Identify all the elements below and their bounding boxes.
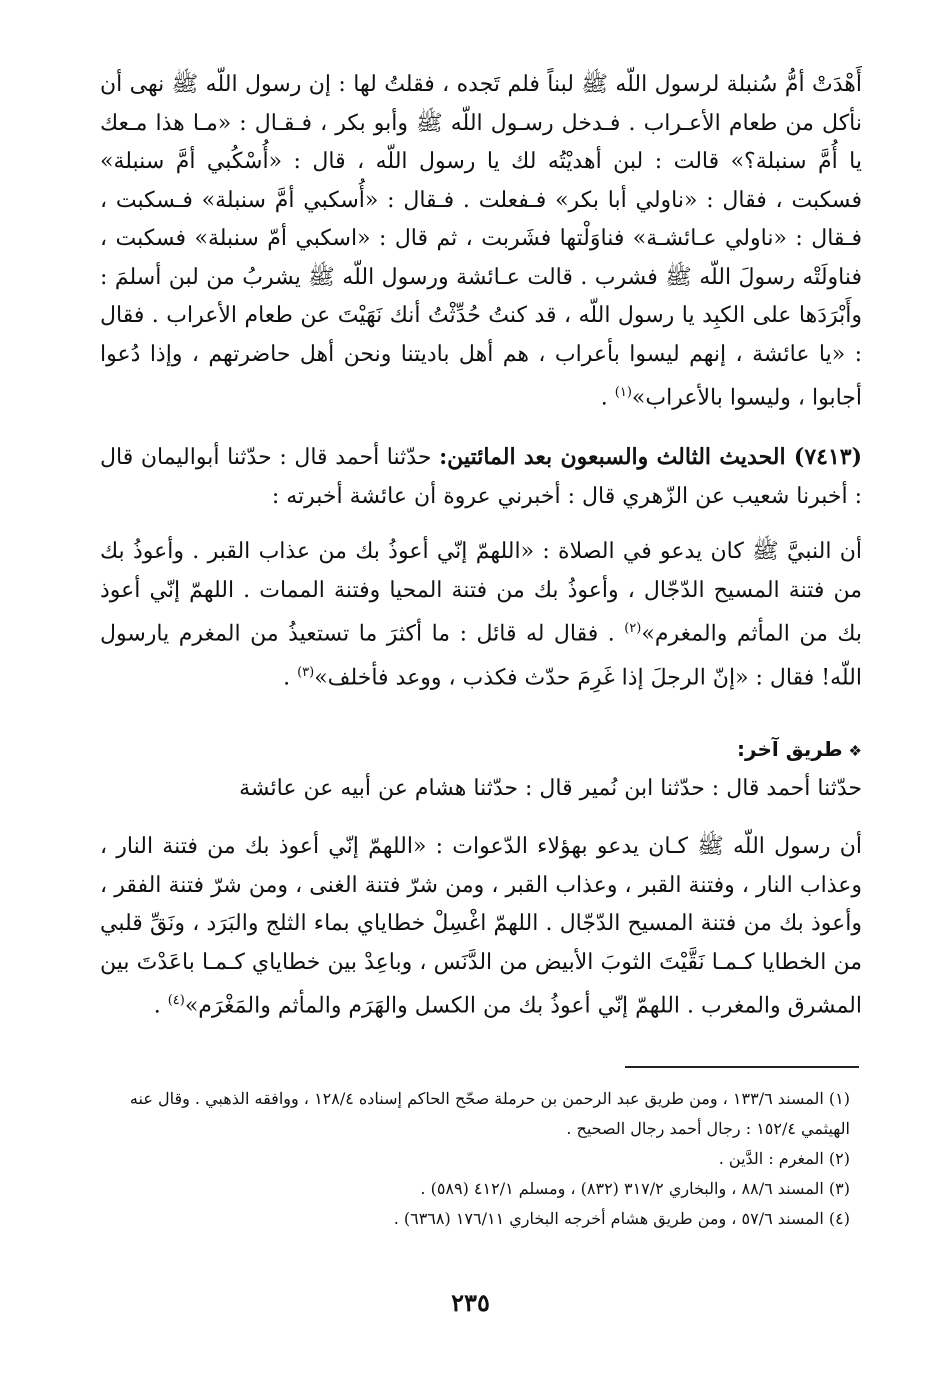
paragraph-dua-fitna [100,828,862,1026]
footnote-4: (٤) المسند ٥٧/٦ ، ومن طريق هشام أخرجه البخاري ١٧٦/١١ (٦٣٦٨) . [393,1209,850,1228]
footnote-ref-2: (٢) [624,621,642,636]
footnote-3: (٣) المسند ٨٨/٦ ، والبخاري ٣١٧/٢ (٨٣٢) ، ومسلم ٤١٢/١ (٥٨٩) . [420,1179,850,1198]
paragraph-text: أن النبيَّ ﷺ كان يدعو في الصلاة : «اللهمّ إنّي أعوذُ بك من عذاب القبر . وأعوذُ بك من فتنة المسيح الدّجّال ، وأعوذُ بك من فتنة المحيا وفتنة الممات . اللهمّ إنّي أعوذ بك من المأثم والمغرم» [100,539,862,647]
paragraph-dua-salah [100,533,862,698]
paragraph-end: . [153,993,168,1019]
footnote-divider [625,1066,859,1068]
paragraph-text-continued: . فقال له قائل : ما أكثرَ ما تستعيذُ من المغرم يارسول اللّه! فقال : «إنّ الرجلَ إذا غَرِمَ حدّث فكذب ، ووعد فأخلف» [100,621,862,691]
paragraph-end: . [600,385,615,411]
isnad-paragraph [100,770,862,809]
isnad-text: حدّثنا أحمد قال : حدّثنا ابن نُمير قال : حدّثنا هشام عن أبيه عن عائشة [239,776,862,801]
page-number: ٢٣٥ [451,1288,490,1317]
paragraph-hadith-umm-sunbula [100,66,862,418]
subheading-row [100,730,862,771]
footnotes [100,1084,850,1234]
footnote-ref-4: (٤) [167,993,185,1008]
subheading: طريق آخر: [737,737,843,761]
hadith-heading: (٧٤١٣) الحديث الثالث والسبعون بعد المائتين: [439,444,863,470]
paragraph-text: أَهْدَتْ أمُّ سُنبلة لرسول اللّه ﷺ لبناً فلم تَجده ، فقلتُ لها : إن رسول اللّه ﷺ نهى أن نأكل من طعام الأعـراب . فـدخل رسـول اللّه ﷺ وأبو بكر ، فـقـال : «مـا هذا مـعك يا أُمَّ سنبلة؟» قالت : لبن أهديْتُه لك يا رسول اللّه ، قال : «أُسْكُبي أمَّ سنبلة» فسكبت ، فقال : «ناولي أبا بكر» فـفعلت . فـقال : «أُسكبي أمَّ سنبلة» فـسكبت ، فـقال : «ناولي عـائشـة» فناوَلْتها فشَربت ، ثم قال : «اسكبي أمّ سنبلة» فسكبت ، فناولَتْه رسولَ اللّه ﷺ فشرب . قالت عـائشة ورسول اللّه ﷺ يشربُ من لبن أسلمَ : وأَبْرَدَها على الكبِد يا رسول اللّه ، قد كنتُ حُدِّثْتُ أنك نَهَيْتَ عن طعام الأعراب . فقال : «يا عائشة ، إنهم ليسوا بأعراب ، هم أهل باديتنا ونحن أهل حاضرتهم ، وإذا دُعوا أجابوا ، وليسوا بالأعراب» [100,72,862,411]
paragraph-text: أن رسول اللّه ﷺ كـان يدعو بهؤلاء الدّعوات : «اللهمّ إنّي أعوذ بك من فتنة النار ، وعذاب النار ، وفتنة القبر ، وعذاب القبر ، ومن شرّ فتنة الغنى ، ومن شرّ فتنة الفقر ، وأعوذ بك من فتنة المسيح الدّجّال . اللهمّ اغْسِلْ خطاياي بماء الثلج والبَرَد ، ونَقِّ قلبي من الخطايا كـمـا نَقَّيْتَ الثوبَ الأبيض من الدَّنَس ، وباعِدْ بين خطاياي كـمـا باعَدْتَ بين المشرق والمغرب . اللهمّ إنّي أعوذُ بك من الكسل والهَرَم والمأثم والمَغْرَم» [100,834,862,1019]
hadith-header-paragraph [100,438,862,516]
footnote-2: (٢) المغرم : الدَّين . [718,1149,850,1168]
isnad-text: حدّثنا أحمد قال : حدّثنا أبواليمان قال : أخبرنا شعيب عن الزّهري قال : أخبرني عروة أن عائشة أخبرته : [100,445,862,509]
footnote-ref-1: (١) [614,385,632,400]
diamond-icon: ❖ [848,742,862,760]
footnote-ref-3: (٣) [297,664,315,680]
footnote-1: (١) المسند ١٣٣/٦ ، ومن طريق عبد الرحمن بن حرملة صحّح الحاكم إسناده ١٢٨/٤ ، ووافقه الذهبي . وقال عنه الهيثمي ١٥٢/٤ : رجال أحمد رجال الصحيح . [129,1089,850,1138]
paragraph-end: . [283,665,298,691]
